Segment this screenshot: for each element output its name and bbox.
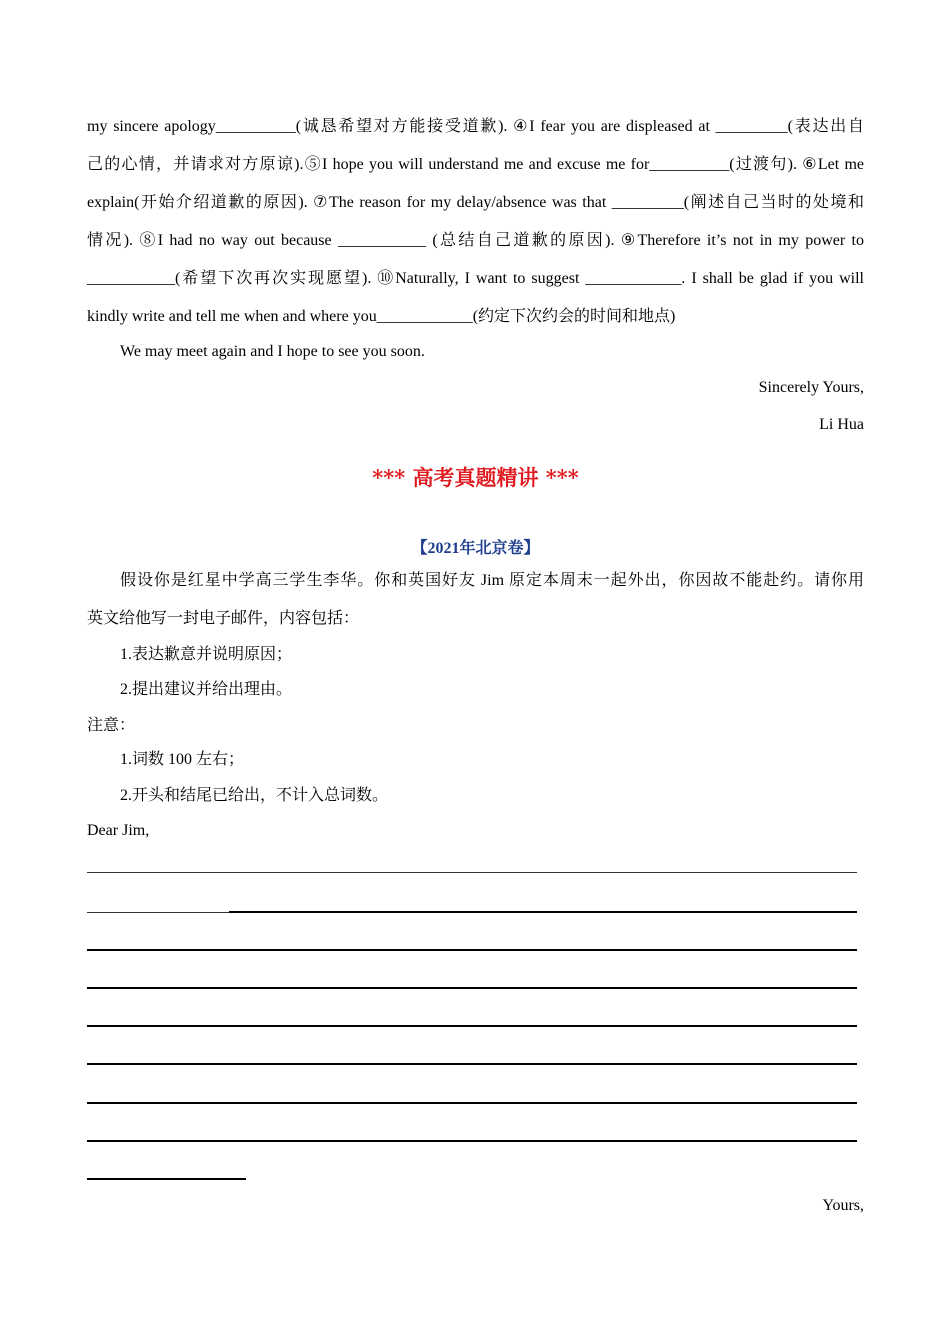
letter-line-3: explain(开始介绍道歉的原因). ⑦The reason for my delay/absence was that _________(阐述自己当时的处境和: [87, 194, 864, 211]
writing-line-9: [87, 1178, 246, 1180]
letter-line-4: 情况). ⑧I had no way out because ___________ (总结自己道歉的原因). ⑨Therefore it’s not in my power to: [87, 232, 864, 249]
exam-title: 【2021年北京卷】: [411, 540, 540, 557]
letter-closing: Yours,: [822, 1197, 864, 1214]
exam-prompt-line-1: 假设你是红星中学高三学生李华。你和英国好友 Jim 原定本周末一起外出，你因故不能赴约。请你用: [120, 572, 864, 589]
writing-line-7: [87, 1102, 857, 1104]
note-2: 2.开头和结尾已给出，不计入总词数。: [120, 787, 389, 804]
note-label: 注意：: [87, 717, 136, 734]
letter-closing-paragraph: We may meet again and I hope to see you soon.: [120, 343, 425, 360]
letter-line-5: ___________(希望下次再次实现愿望). ⑩Naturally, I want to suggest ____________. I shall be glad if you will: [87, 270, 864, 287]
writing-line-4: [87, 987, 857, 989]
requirement-2: 2.提出建议并给出理由。: [120, 681, 293, 698]
letter-line-1: my sincere apology__________(诚恳希望对方能接受道歉). ④I fear you are displeased at _________(表达出自: [87, 118, 864, 135]
writing-line-6: [87, 1063, 857, 1065]
note-1: 1.词数 100 左右；: [120, 751, 245, 768]
writing-line-8: [87, 1140, 857, 1142]
letter-signature: Li Hua: [819, 416, 864, 433]
writing-line-2a: [87, 912, 229, 913]
letter-greeting: Dear Jim,: [87, 822, 150, 839]
requirement-1: 1.表达歉意并说明原因；: [120, 646, 293, 663]
writing-line-5: [87, 1025, 857, 1027]
letter-line-2: 己的心情，并请求对方原谅).⑤I hope you will understand me and excuse me for__________(过渡句). ⑥Let me: [87, 156, 864, 173]
letter-line-6: kindly write and tell me when and where you____________(约定下次约会的时间和地点): [87, 308, 676, 325]
section-title: *** 高考真题精讲 ***: [372, 465, 579, 490]
letter-sign-off: Sincerely Yours,: [758, 379, 864, 396]
exam-prompt-line-2: 英文给他写一封电子邮件，内容包括：: [87, 610, 360, 627]
writing-line-1: [87, 872, 857, 873]
writing-line-3: [87, 949, 857, 951]
writing-line-2b: [229, 911, 857, 913]
